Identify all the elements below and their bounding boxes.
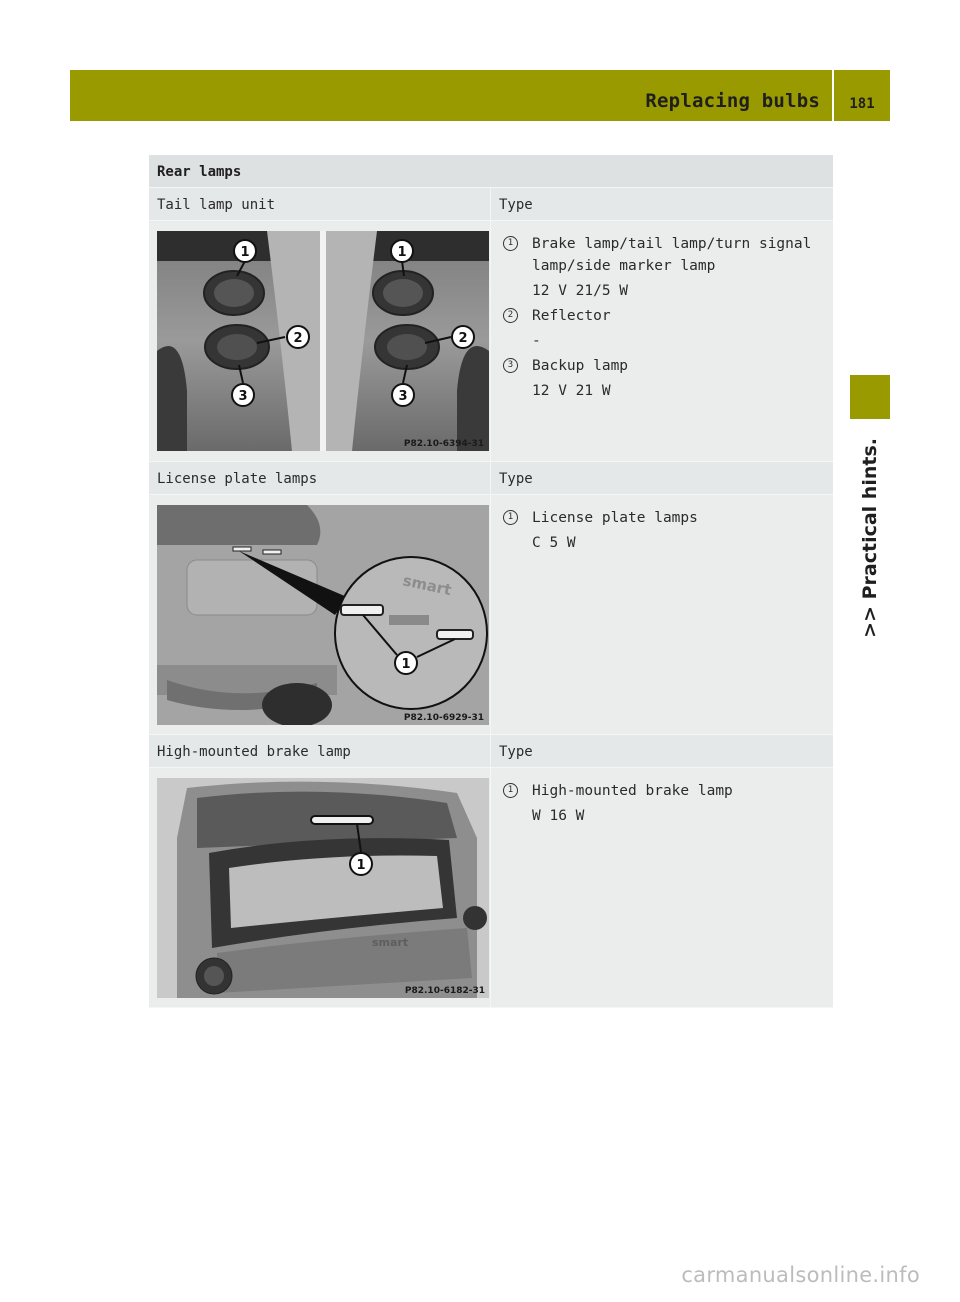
svg-text:smart: smart xyxy=(372,936,409,949)
plate-recess-detail xyxy=(389,615,429,625)
type-label: Type xyxy=(499,471,533,487)
tail-lamp-image-cell xyxy=(149,221,491,461)
callout-number-icon: 3 xyxy=(503,358,518,373)
license-plate-image-cell xyxy=(149,495,491,734)
section-body-license-plate xyxy=(149,495,833,735)
side-chapter-text: >> Practical hints. xyxy=(859,438,881,638)
callout-number-icon xyxy=(392,384,414,406)
svg-text:3: 3 xyxy=(238,389,248,404)
list-item xyxy=(501,355,833,402)
type-label: Type xyxy=(499,197,533,213)
callout-number-icon: 1 xyxy=(503,510,518,525)
brake-lamp-image-cell xyxy=(149,768,491,1007)
side-chapter-label xyxy=(852,428,888,638)
page-number: 181 xyxy=(849,96,875,112)
right-upper-lamp-lens xyxy=(383,279,423,307)
brake-lamp-illustration xyxy=(157,778,489,998)
callout-number-icon xyxy=(232,384,254,406)
rear-lamps-table xyxy=(149,155,833,1008)
bulb-name: Reflector xyxy=(532,308,611,324)
plate-lamp-right xyxy=(437,630,473,639)
callout-number-icon xyxy=(395,652,417,674)
license-plate-type-list xyxy=(491,495,833,734)
section-header-brake-lamp xyxy=(149,735,833,768)
section-title: Replacing bulbs xyxy=(645,90,820,112)
type-label: Type xyxy=(499,744,533,760)
list-item xyxy=(501,507,833,554)
list-item xyxy=(501,305,833,352)
bulb-name: License plate lamps xyxy=(532,510,698,526)
plate-lamp-small-left xyxy=(233,547,251,551)
rear-spoiler xyxy=(157,505,320,545)
bulb-spec: 12 V 21/5 W xyxy=(532,283,629,299)
svg-text:1: 1 xyxy=(401,657,411,672)
table-title: Rear lamps xyxy=(149,155,833,188)
callout-number-icon xyxy=(452,326,474,348)
callout-number-icon xyxy=(287,326,309,348)
right-lower-lamp-lens xyxy=(387,334,427,360)
brake-lamp-type-list xyxy=(491,768,833,1007)
callout-number-icon xyxy=(391,240,413,262)
callout-number-icon xyxy=(350,853,372,875)
left-upper-lamp-lens xyxy=(214,279,254,307)
tail-lamp-illustration xyxy=(157,231,489,451)
footer-watermark: carmanualsonline.info xyxy=(681,1263,920,1287)
bulb-spec: 12 V 21 W xyxy=(532,383,611,399)
rear-wheel xyxy=(262,683,332,725)
image-divider xyxy=(320,231,326,451)
bulb-name: High-mounted brake lamp xyxy=(532,783,733,799)
plate-lamp-left xyxy=(341,605,383,615)
section-header-license-plate xyxy=(149,462,833,495)
svg-text:2: 2 xyxy=(293,331,303,346)
bulb-name: Backup lamp xyxy=(532,358,629,374)
list-item xyxy=(501,233,833,302)
brake-lamp-strip xyxy=(311,816,373,824)
bulb-name: Brake lamp/tail lamp/turn signal lamp/side marker lamp xyxy=(532,236,812,274)
side-tab xyxy=(850,375,890,419)
tail-lamp-type-list xyxy=(491,221,833,461)
header-bar xyxy=(70,70,832,121)
image-caption: P82.10-6182-31 xyxy=(404,986,485,996)
right-tail-lamp xyxy=(463,906,487,930)
bulb-spec: - xyxy=(532,333,541,349)
callout-number-icon: 1 xyxy=(503,783,518,798)
list-item xyxy=(501,780,833,827)
section-label: Tail lamp unit xyxy=(149,188,491,220)
section-label: High-mounted brake lamp xyxy=(149,735,491,767)
plate-lamp-small-right xyxy=(263,550,281,554)
section-body-brake-lamp xyxy=(149,768,833,1008)
image-caption: P82.10-6929-31 xyxy=(403,713,484,723)
svg-text:3: 3 xyxy=(398,389,408,404)
callout-number-icon: 1 xyxy=(503,236,518,251)
bulb-spec: W 16 W xyxy=(532,808,585,824)
svg-text:2: 2 xyxy=(458,331,468,346)
callout-number-icon xyxy=(234,240,256,262)
svg-text:smart: smart xyxy=(401,571,454,600)
bulb-spec: C 5 W xyxy=(532,535,576,551)
license-plate-illustration xyxy=(157,505,489,725)
page-number-box xyxy=(834,70,890,121)
svg-text:1: 1 xyxy=(397,245,407,260)
image-caption: P82.10-6394-31 xyxy=(403,439,484,449)
section-label: License plate lamps xyxy=(149,462,491,494)
section-header-tail-lamp xyxy=(149,188,833,221)
section-body-tail-lamp xyxy=(149,221,833,462)
left-lower-lamp-lens xyxy=(217,334,257,360)
callout-number-icon: 2 xyxy=(503,308,518,323)
svg-text:1: 1 xyxy=(240,245,250,260)
svg-text:1: 1 xyxy=(356,858,366,873)
